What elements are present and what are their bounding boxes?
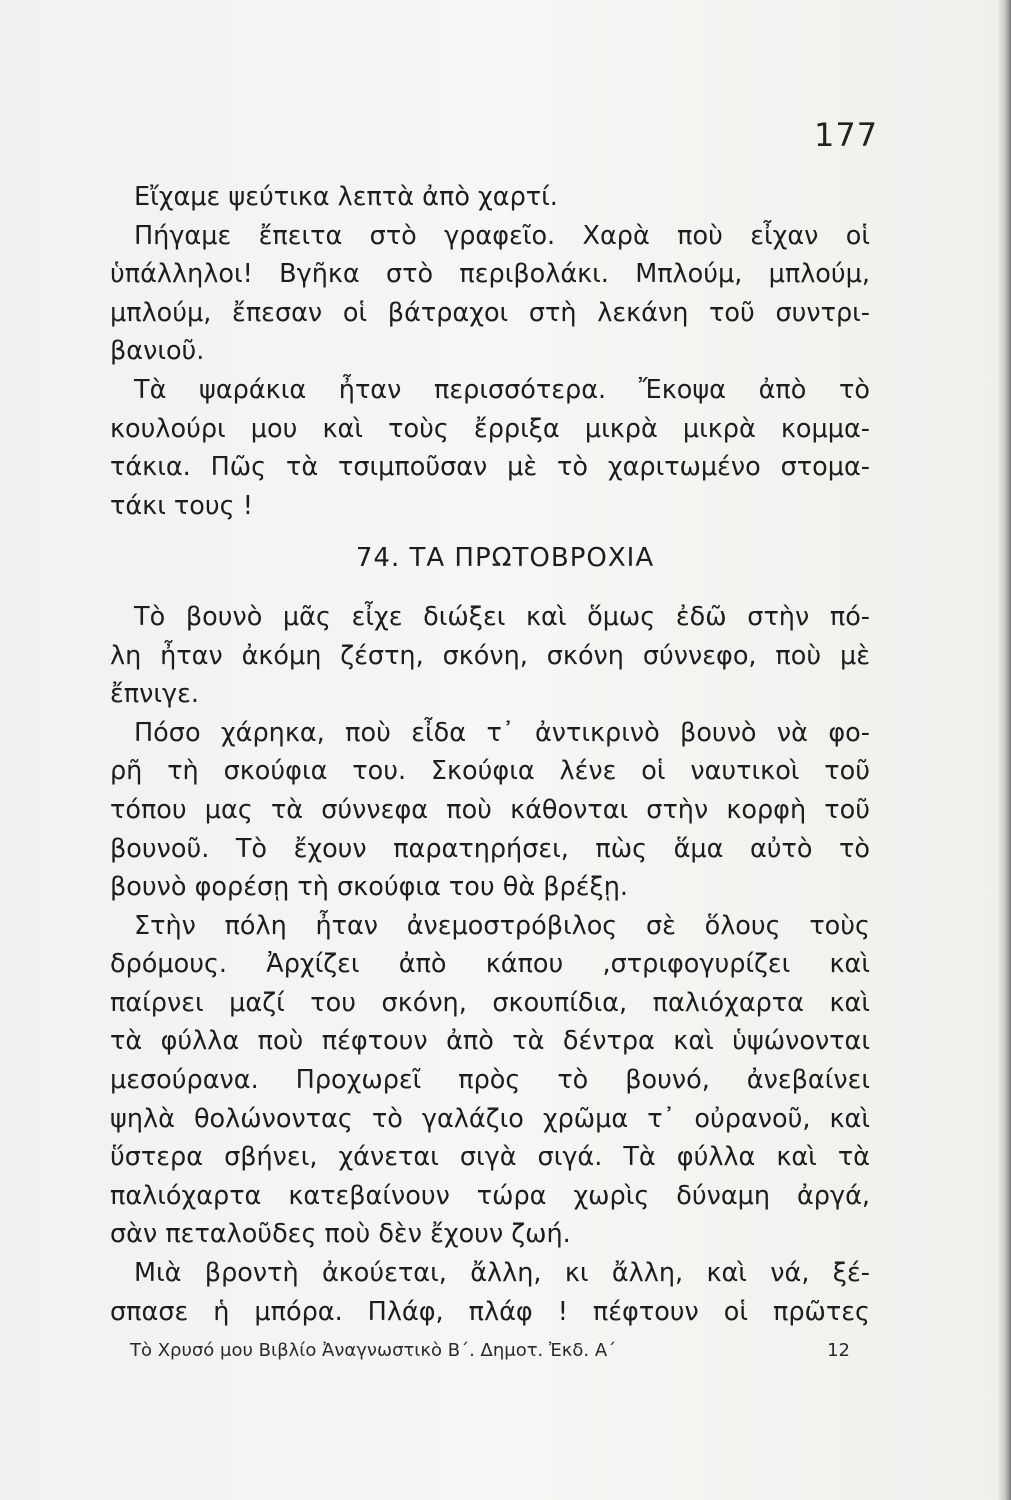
text-line: τάκι τους ! — [110, 490, 253, 521]
chapter-heading: 74. ΤΑ ΠΡΩΤΟΒΡΟΧΙΑ — [355, 543, 655, 574]
text-line: βουνοῦ. Τὸ ἔχουν παρατηρήσει, πὼς ἅμα αὐτὸ τὸ — [110, 833, 870, 864]
text-line: Πήγαμε ἔπειτα στὸ γραφεῖο. Χαρὰ ποὺ εἶχαν οἱ — [134, 220, 870, 251]
text-line: μπλούμ, ἔπεσαν οἱ βάτραχοι στὴ λεκάνη τοῦ συντρι- — [110, 297, 870, 328]
page-number: 177 — [814, 116, 879, 154]
text-line: ρῆ τὴ σκούφια του. Σκούφια λένε οἱ ναυτικοὶ τοῦ — [110, 756, 870, 787]
footer-book-title: Τὸ Χρυσό μου Βιβλίο Ἀναγνωστικὸ Β΄. Δημοτ. Ἐκδ. Α΄ — [130, 1340, 617, 1361]
text-line: μεσούρανα. Προχωρεῖ πρὸς τὸ βουνό, ἀνεβαίνει — [110, 1065, 870, 1096]
text-line: δρόμους. Ἀρχίζει ἀπὸ κάπου ,στριφογυρίζει καὶ — [110, 949, 870, 980]
text-line: Τὸ βουνὸ μᾶς εἶχε διώξει καὶ ὅμως ἐδῶ στὴν πό- — [134, 601, 870, 632]
text-line: Τὰ ψαράκια ἦταν περισσότερα. Ἔκοψα ἀπὸ τὸ — [134, 374, 870, 405]
text-line: Εἴχαμε ψεύτικα λεπτὰ ἀπὸ χαρτί. — [134, 182, 558, 212]
page-text — [110, 178, 870, 1331]
text-before-heading — [110, 178, 870, 525]
text-line: σπασε ἡ μπόρα. Πλάφ, πλάφ ! πέφτουν οἱ πρῶτες — [110, 1296, 870, 1327]
text-line: Στὴν πόλη ἦταν ἀνεμοστρόβιλος σὲ ὅλους τοὺς — [134, 910, 870, 941]
text-line: παλιόχαρτα κατεβαίνουν τώρα χωρὶς δύναμη ἀργά, — [110, 1180, 870, 1211]
text-line: τάκια. Πῶς τὰ τσιμποῦσαν μὲ τὸ χαριτωμένο στομα- — [110, 452, 870, 483]
text-line: παίρνει μαζί του σκόνη, σκουπίδια, παλιόχαρτα καὶ — [110, 987, 870, 1018]
text-line: κουλούρι μου καὶ τοὺς ἔρριξα μικρὰ μικρὰ κομμα- — [110, 413, 870, 444]
text-after-heading — [110, 598, 870, 1331]
text-line: Μιὰ βροντὴ ἀκούεται, ἄλλη, κι ἄλλη, καὶ νά, ξέ- — [134, 1258, 870, 1289]
text-line: βανιοῦ. — [110, 336, 205, 367]
text-line: σὰν πεταλοῦδες ποὺ δὲν ἔχουν ζωή. — [110, 1219, 571, 1250]
text-line: τόπου μας τὰ σύννεφα ποὺ κάθονται στὴν κορφὴ τοῦ — [110, 794, 870, 825]
footer-signature-number: 12 — [827, 1340, 850, 1361]
page-footer — [130, 1340, 850, 1361]
text-line: Πόσο χάρηκα, ποὺ εἶδα τ᾽ ἀντικρινὸ βουνὸ νὰ φο- — [134, 717, 870, 748]
page-edge-shadow — [997, 0, 1011, 1500]
text-line: λη ἦταν ἀκόμη ζέστη, σκόνη, σκόνη σύννεφο, ποὺ μὲ — [110, 640, 870, 671]
text-line: ψηλὰ θολώνοντας τὸ γαλάζιο χρῶμα τ᾽ οὐρανοῦ, καὶ — [110, 1103, 870, 1134]
text-line: ὑπάλληλοι! Βγῆκα στὸ περιβολάκι. Μπλούμ, μπλούμ, — [110, 259, 870, 290]
text-line: ὕστερα σβήνει, χάνεται σιγὰ σιγά. Τὰ φύλλα καὶ τὰ — [110, 1142, 870, 1173]
text-line: ἔπνιγε. — [110, 679, 199, 710]
text-line: βουνὸ φορέσῃ τὴ σκούφια του θὰ βρέξῃ. — [110, 872, 628, 903]
text-line: τὰ φύλλα ποὺ πέφτουν ἀπὸ τὰ δέντρα καὶ ὑψώνονται — [110, 1026, 870, 1057]
